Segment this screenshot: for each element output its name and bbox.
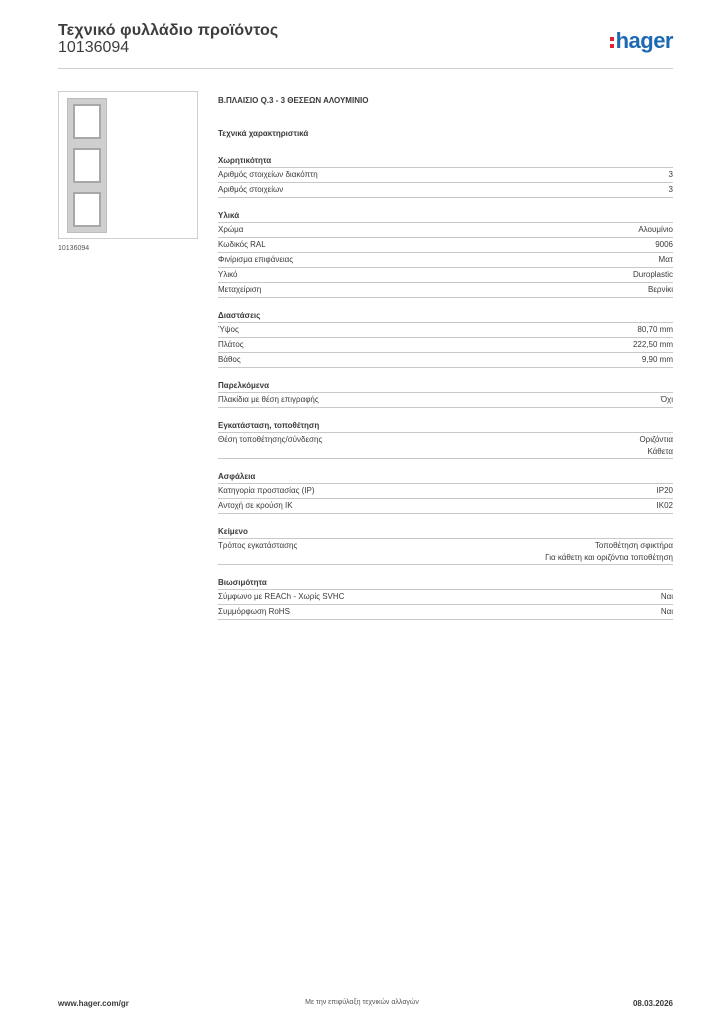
spec-label: Πλακίδια με θέση επιγραφής bbox=[218, 395, 319, 404]
spec-group-title: Ασφάλεια bbox=[218, 472, 256, 481]
spec-row bbox=[218, 483, 673, 498]
document-title: Τεχνικό φυλλάδιο προϊόντος bbox=[58, 22, 279, 39]
hager-logo bbox=[610, 28, 673, 54]
spec-rows bbox=[218, 483, 673, 514]
spec-value bbox=[545, 540, 673, 564]
spec-row bbox=[218, 267, 673, 282]
spec-groups bbox=[218, 154, 673, 620]
spec-value-line: 80,70 mm bbox=[637, 325, 673, 334]
spec-row bbox=[218, 182, 673, 198]
spec-value bbox=[661, 606, 673, 619]
spec-value-line: 3 bbox=[668, 185, 673, 194]
spec-group bbox=[218, 209, 673, 298]
spec-rows bbox=[218, 167, 673, 198]
spec-value-line: 3 bbox=[668, 170, 673, 179]
spec-value bbox=[657, 485, 673, 498]
logo-text: hager bbox=[615, 28, 673, 53]
spec-value bbox=[639, 434, 673, 458]
header-divider bbox=[58, 68, 673, 69]
spec-row bbox=[218, 282, 673, 298]
spec-group bbox=[218, 470, 673, 514]
spec-row bbox=[218, 604, 673, 620]
spec-rows bbox=[218, 432, 673, 459]
footer-website: www.hager.com/gr bbox=[58, 999, 129, 1008]
spec-label: Κατηγορία προστασίας (IP) bbox=[218, 486, 315, 495]
spec-group bbox=[218, 309, 673, 368]
spec-group-title: Εγκατάσταση, τοποθέτηση bbox=[218, 421, 320, 430]
spec-row bbox=[218, 538, 673, 565]
spec-label: Αριθμός στοιχείων διακόπτη bbox=[218, 170, 318, 179]
product-code-heading: 10136094 bbox=[58, 39, 130, 56]
spec-row bbox=[218, 237, 673, 252]
spec-group bbox=[218, 154, 673, 198]
frame-slot-icon bbox=[73, 192, 101, 227]
spec-group-title: Χωρητικότητα bbox=[218, 156, 272, 165]
spec-value bbox=[659, 254, 673, 267]
spec-rows bbox=[218, 538, 673, 565]
spec-label: Πλάτος bbox=[218, 340, 244, 349]
spec-row bbox=[218, 252, 673, 267]
spec-sheet bbox=[218, 96, 673, 620]
spec-label: Τρόπος εγκατάστασης bbox=[218, 541, 298, 550]
product-image-frame-icon bbox=[67, 98, 107, 233]
spec-row bbox=[218, 322, 673, 337]
spec-group bbox=[218, 576, 673, 620]
spec-group-title: Διαστάσεις bbox=[218, 311, 261, 320]
spec-value bbox=[638, 224, 673, 237]
spec-value-line: 222,50 mm bbox=[632, 340, 673, 349]
spec-value-line: Ναι bbox=[660, 607, 673, 616]
spec-label: Μεταχείριση bbox=[218, 285, 262, 294]
spec-rows bbox=[218, 222, 673, 298]
logo-mark-icon bbox=[610, 35, 614, 49]
spec-row bbox=[218, 498, 673, 514]
spec-label: Θέση τοποθέτησης/σύνδεσης bbox=[218, 435, 323, 444]
spec-label: Βάθος bbox=[218, 355, 241, 364]
spec-value bbox=[657, 500, 673, 513]
spec-value-line: Ματ bbox=[658, 255, 673, 264]
product-name: Β.ΠΛΑΙΣΙΟ Q.3 - 3 ΘΕΣΕΩΝ ΑΛΟΥΜΙΝΙΟ bbox=[218, 96, 369, 105]
spec-row bbox=[218, 392, 673, 408]
spec-value-line: Ναι bbox=[660, 592, 673, 601]
spec-value-line: Βερνίκι bbox=[647, 285, 673, 294]
spec-label: Κωδικός RAL bbox=[218, 240, 266, 249]
spec-value bbox=[669, 169, 673, 182]
spec-value bbox=[648, 284, 673, 297]
spec-value bbox=[661, 394, 673, 407]
spec-value bbox=[655, 239, 673, 252]
spec-value bbox=[669, 184, 673, 197]
spec-row bbox=[218, 589, 673, 604]
spec-value bbox=[642, 354, 673, 367]
spec-value-line: Για κάθετη και οριζόντια τοποθέτηση bbox=[545, 553, 673, 562]
spec-group bbox=[218, 379, 673, 408]
spec-value bbox=[637, 324, 673, 337]
spec-value bbox=[633, 269, 673, 282]
spec-value bbox=[661, 591, 673, 604]
spec-label: Χρώμα bbox=[218, 225, 244, 234]
spec-label: Σύμφωνο με REACh - Χωρίς SVHC bbox=[218, 592, 345, 601]
spec-value-line: 9,90 mm bbox=[641, 355, 673, 364]
spec-value-line: Αλουμίνιο bbox=[638, 225, 673, 234]
spec-row bbox=[218, 167, 673, 182]
spec-group-title: Παρελκόμενα bbox=[218, 381, 270, 390]
spec-row bbox=[218, 352, 673, 368]
spec-row bbox=[218, 222, 673, 237]
frame-slot-icon bbox=[73, 148, 101, 183]
spec-group bbox=[218, 419, 673, 459]
spec-value-line: IP20 bbox=[656, 486, 673, 495]
spec-group-title: Υλικά bbox=[218, 211, 240, 220]
spec-label: Φινίρισμα επιφάνειας bbox=[218, 255, 294, 264]
spec-value-line: Οριζόντια bbox=[639, 435, 673, 444]
product-image-caption: 10136094 bbox=[58, 245, 90, 252]
spec-value-line: Duroplastic bbox=[632, 270, 673, 279]
spec-value-line: Τοποθέτηση σφικτήρα bbox=[594, 541, 673, 550]
spec-label: Συμμόρφωση RoHS bbox=[218, 607, 290, 616]
footer-date: 08.03.2026 bbox=[632, 999, 673, 1008]
spec-row bbox=[218, 432, 673, 459]
spec-rows bbox=[218, 322, 673, 368]
spec-group-title: Βιωσιμότητα bbox=[218, 578, 267, 587]
spec-label: Αντοχή σε κρούση IK bbox=[218, 501, 293, 510]
spec-label: Υλικό bbox=[218, 270, 238, 279]
spec-value-line: IK02 bbox=[656, 501, 673, 510]
spec-rows bbox=[218, 392, 673, 408]
spec-label: Ύψος bbox=[218, 325, 239, 334]
spec-value bbox=[633, 339, 673, 352]
spec-value-line: 9006 bbox=[655, 240, 673, 249]
spec-label: Αριθμός στοιχείων bbox=[218, 185, 284, 194]
spec-rows bbox=[218, 589, 673, 620]
spec-value-line: Κάθετα bbox=[647, 447, 673, 456]
spec-group bbox=[218, 525, 673, 565]
footer-notice: Με την επιφύλαξη τεχνικών αλλαγών bbox=[305, 999, 419, 1006]
spec-group-title: Κείμενο bbox=[218, 527, 248, 536]
spec-value-line: Όχι bbox=[660, 395, 673, 404]
technical-specs-heading: Τεχνικά χαρακτηριστικά bbox=[218, 129, 309, 138]
spec-row bbox=[218, 337, 673, 352]
frame-slot-icon bbox=[73, 104, 101, 139]
